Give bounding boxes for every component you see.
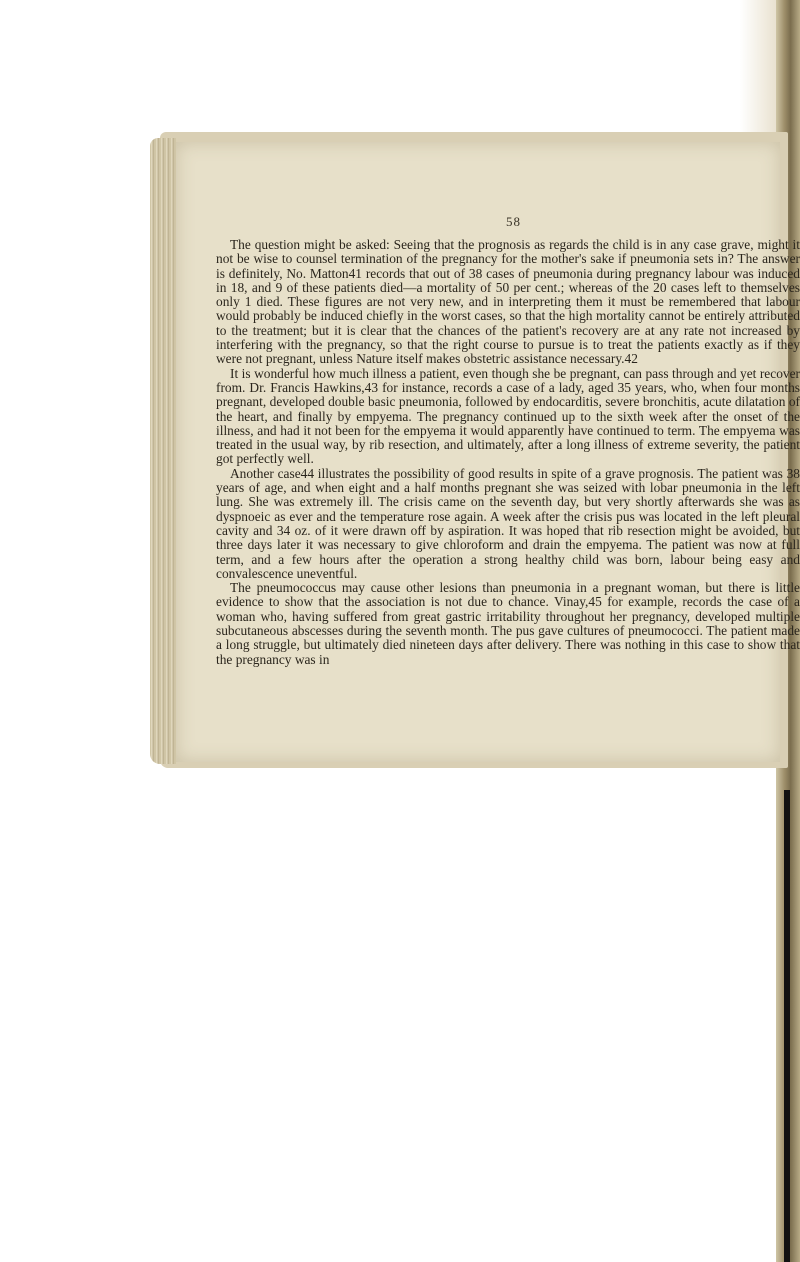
paragraph-4: The pneumococcus may cause other lesions than pneumonia in a pregnant woman, but there is little evidence to show that the association is not due to chance. Vinay,45 for example, records the case of a woman who, having suffered from great gastric irritability throughout her pregnancy, developed multiple subcutaneous abscesses during the seventh month. The pus gave cultures of pneumococci. The patient made a long struggle, but ultimately died nineteen days after delivery. There was nothing in this case to show that the pregnancy was in: [216, 580, 800, 667]
scan-edge-bar: [784, 790, 790, 1262]
paragraph-3: Another case44 illustrates the possibility of good results in spite of a grave prognosis. The patient was 38 years of age, and when eight and a half months pregnant she was seized with lobar pneumonia in the left lung. She was extremely ill. The crisis came on the seventh day, but very shortly afterwards she was as dyspnoeic as ever and the temperature rose again. A week after the crisis pus was located in the left pleural cavity and 34 oz. of it were drawn off by aspiration. It was hoped that rib resection might be avoided, but three days later it was necessary to give chloroform and drain the empyema. The patient was now at full term, and a few hours after the operation a strong healthy child was born, labour being easy and convalescence uneventful.: [216, 465, 800, 581]
page-edges: [150, 138, 176, 764]
book-page: [176, 142, 800, 762]
paragraph-1: The question might be asked: Seeing that the prognosis as regards the child is in any case grave, might it not be wise to counsel termination of the pregnancy for the mother's sake if pneumonia sets in? The answer is definitely, No. Matton41 records that out of 38 cases of pneumonia during pregnancy labour was induced in 18, and 9 of these patients died—a mortality of 50 per cent.; whereas of the 20 cases left to themselves only 1 died. These figures are not very new, and in interpreting them it must be remembered that labour would probably be induced chiefly in the worst cases, so that the high mortality cannot be entirely attributed to the treatment; but it is clear that the chances of the patient's recovery are at any rate not increased by interfering with the pregnancy, so that the right course to pursue is to treat the patients exactly as if they were not pregnant, unless Nature itself makes obstetric assistance necessary.42: [216, 237, 800, 367]
page-number: 58: [506, 214, 521, 229]
paragraph-2: It is wonderful how much illness a patient, even though she be pregnant, can pass through and yet recover from. Dr. Francis Hawkins,43 for instance, records a case of a lady, aged 35 years, who, when four months pregnant, developed double basic pneumonia, followed by endocarditis, severe bronchitis, acute dilatation of the heart, and finally by empyema. The pregnancy continued up to the sixth week after the onset of the illness, and had it not been for the empyema it would apparently have continued to term. The empyema was treated in the usual way, by rib resection, and ultimately, after a long illness of extreme severity, the patient got perfectly well.: [216, 365, 800, 467]
page-text: [216, 238, 800, 667]
